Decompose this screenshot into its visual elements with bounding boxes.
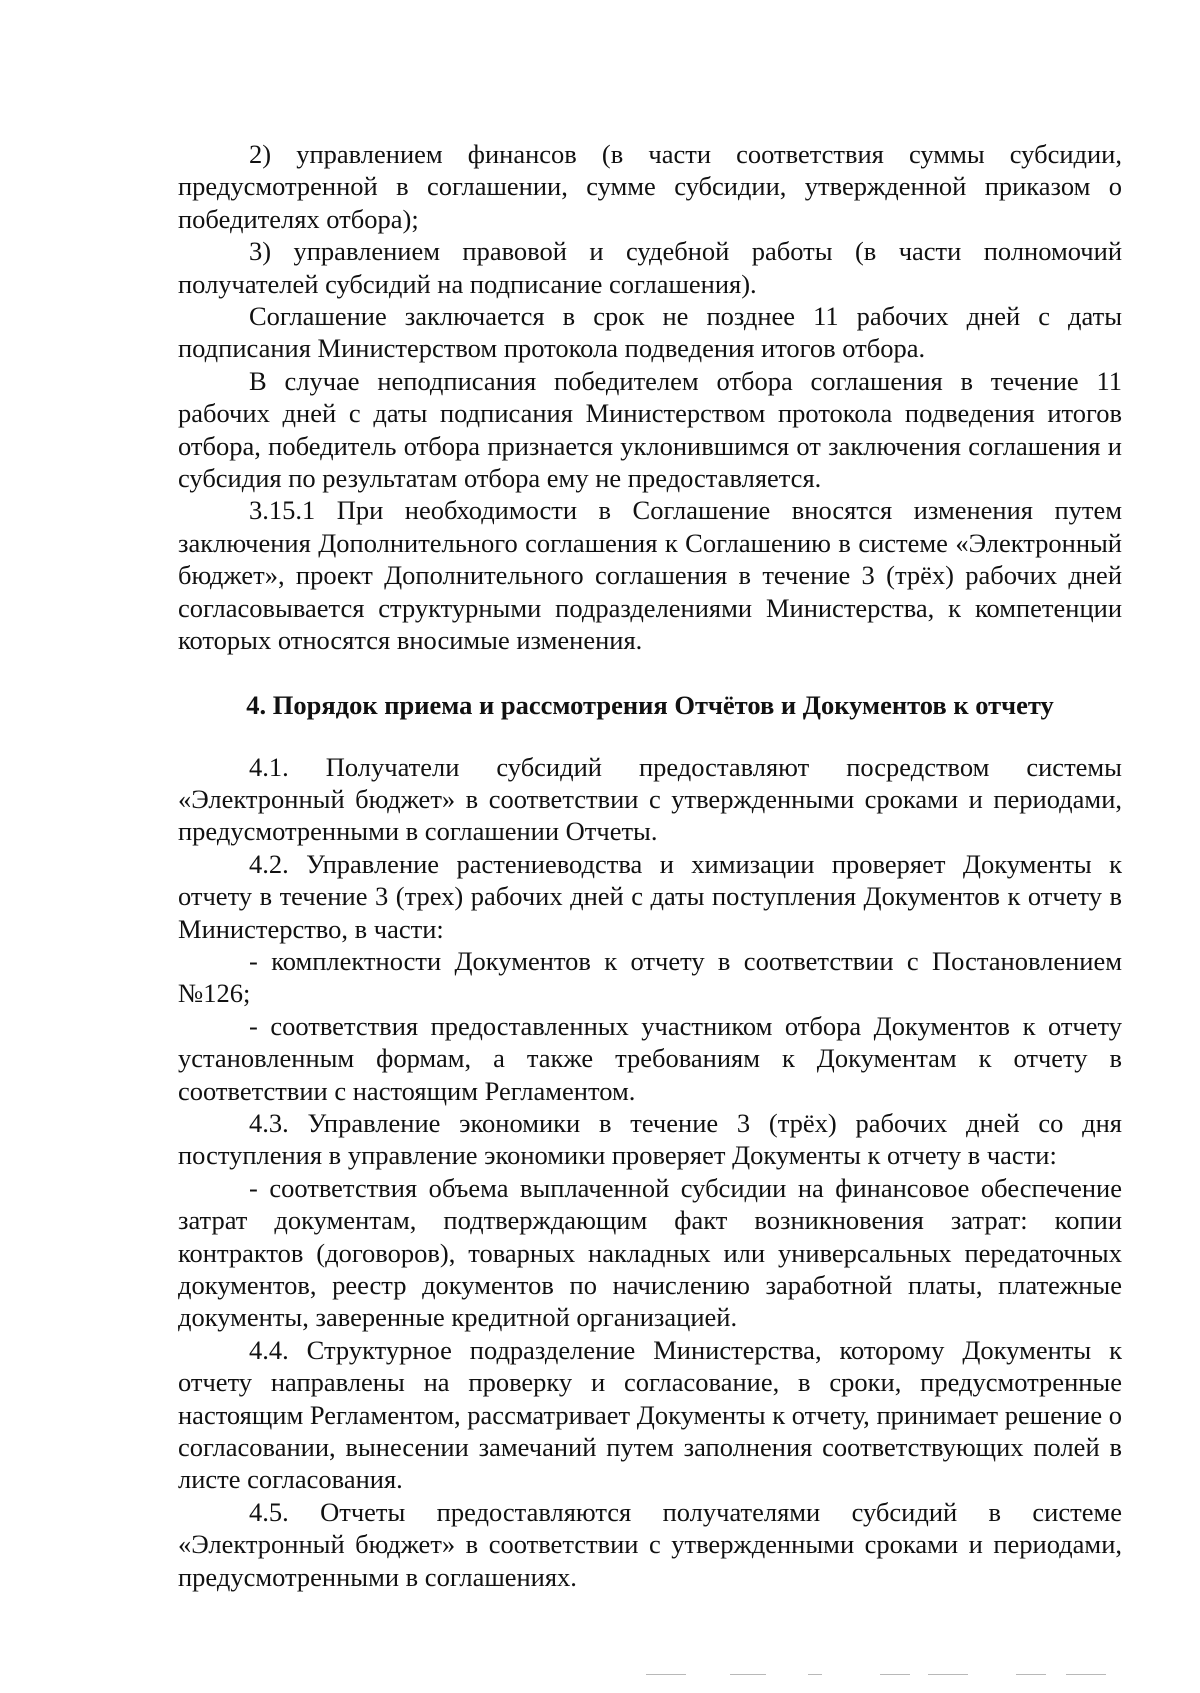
paragraph-non-signing: В случае неподписания победителем отбора соглашения в течение 11 рабочих дней с даты подписания Министерством протокола подведения итогов отбора, победитель отбора признается уклонившимся от заключения соглашения и субсидия по результатам отбора ему не предоставляется. bbox=[178, 365, 1122, 494]
paragraph-3-15-1: 3.15.1 При необходимости в Соглашение вносятся изменения путем заключения Дополнительного соглашения к Соглашению в системе «Электронный бюджет», проект Дополнительного соглашения в течение 3 (трёх) рабочих дней согласовывается структурными подразделениями Министерства, к компетенции которых относятся вносимые изменения. bbox=[178, 495, 1122, 656]
paragraph-4-1: 4.1. Получатели субсидий предоставляют посредством системы «Электронный бюджет» в соответствии с утвержденными сроками и периодами, предусмотренными в соглашении Отчеты. bbox=[178, 751, 1122, 847]
paragraph-finance-department: 2) управлением финансов (в части соответствия суммы субсидии, предусмотренной в соглашении, сумме субсидии, утвержденной приказом о победителях отбора); bbox=[178, 139, 1122, 234]
paragraph-4-2-item-conformity: - соответствия предоставленных участником отбора Документов к отчету установленным формам, а также требованиям к Документам к отчету в соответствии с настоящим Регламентом. bbox=[178, 1010, 1122, 1106]
section-heading-4: 4. Порядок приема и рассмотрения Отчётов и Документов к отчету bbox=[246, 689, 1054, 720]
paragraph-4-3: 4.3. Управление экономики в течение 3 (трёх) рабочих дней со дня поступления в управление экономики проверяет Документы к отчету в части: bbox=[178, 1107, 1122, 1171]
paragraph-4-2: 4.2. Управление растениеводства и химизации проверяет Документы к отчету в течение 3 (трех) рабочих дней с даты поступления Документов к отчету в Министерство, в части: bbox=[178, 848, 1122, 944]
paragraph-legal-department: 3) управлением правовой и судебной работы (в части полномочий получателей субсидий на подписание соглашения). bbox=[178, 236, 1122, 299]
paragraph-4-5: 4.5. Отчеты предоставляются получателями субсидий в системе «Электронный бюджет» в соответствии с утвержденными сроками и периодами, предусмотренными в соглашениях. bbox=[178, 1496, 1122, 1592]
paragraph-4-4: 4.4. Структурное подразделение Министерства, которому Документы к отчету направлены на проверку и согласование, в сроки, предусмотренные настоящим Регламентом, рассматривает Документы к отчету, принимает решение о согласовании, вынесении замечаний путем заполнения соответствующих полей в листе согласования. bbox=[178, 1334, 1122, 1495]
scan-artifact-marks bbox=[0, 1672, 1200, 1680]
document-page bbox=[178, 138, 1122, 1593]
paragraph-agreement-deadline: Соглашение заключается в срок не позднее 11 рабочих дней с даты подписания Министерством протокола подведения итогов отбора. bbox=[178, 301, 1122, 364]
paragraph-4-2-item-completeness: - комплектности Документов к отчету в соответствии с Постановлением №126; bbox=[178, 945, 1122, 1009]
paragraph-4-3-item-expenses: - соответствия объема выплаченной субсидии на финансовое обеспечение затрат документам, подтверждающим факт возникновения затрат: копии контрактов (договоров), товарных накладных или универсальных передаточных документов, реестр документов по начислению заработной платы, платежные документы, заверенные кредитной организацией. bbox=[178, 1172, 1122, 1333]
